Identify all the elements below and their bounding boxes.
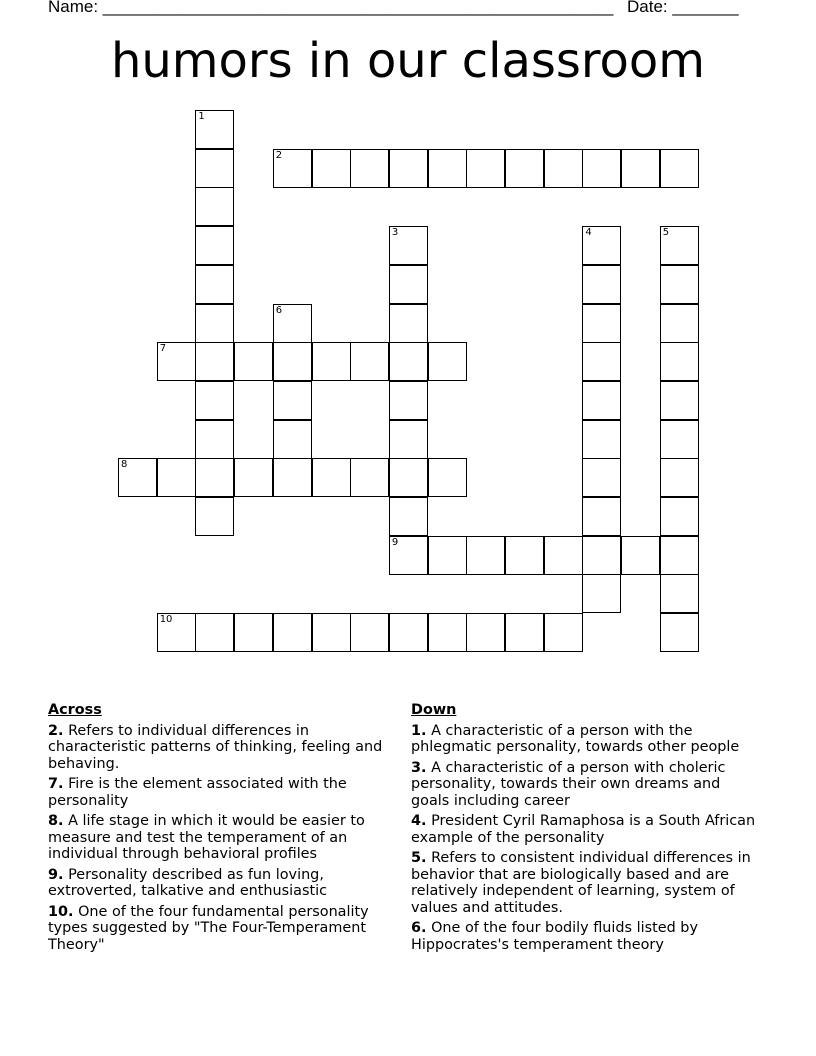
crossword-cell[interactable] <box>273 420 312 459</box>
crossword-cell[interactable] <box>350 613 389 652</box>
crossword-cell[interactable] <box>428 458 467 497</box>
crossword-cell[interactable] <box>621 536 660 575</box>
crossword-cell[interactable] <box>312 458 351 497</box>
cell-number: 5 <box>662 227 670 239</box>
crossword-cell[interactable] <box>312 613 351 652</box>
crossword-cell[interactable] <box>428 536 467 575</box>
crossword-cell[interactable] <box>389 265 428 304</box>
crossword-cell[interactable] <box>195 497 234 536</box>
crossword-cell[interactable] <box>582 342 621 381</box>
crossword-cell[interactable] <box>273 458 312 497</box>
crossword-cell[interactable] <box>582 226 621 265</box>
crossword-cell[interactable] <box>234 342 273 381</box>
crossword-cell[interactable] <box>195 110 234 149</box>
across-heading: Across <box>48 702 102 718</box>
crossword-cell[interactable] <box>582 574 621 613</box>
clue-number: 5. <box>411 850 427 866</box>
crossword-cell[interactable] <box>621 149 660 188</box>
cell-number: 3 <box>391 227 399 239</box>
across-clues <box>48 702 400 957</box>
clue-number: 9. <box>48 866 64 883</box>
crossword-cell[interactable] <box>312 342 351 381</box>
crossword-cell[interactable] <box>544 149 583 188</box>
crossword-cell[interactable] <box>389 497 428 536</box>
crossword-cell[interactable] <box>273 381 312 420</box>
crossword-cell[interactable] <box>195 187 234 226</box>
clue-number: 3. <box>411 759 427 776</box>
crossword-cell[interactable] <box>660 574 699 613</box>
crossword-cell[interactable] <box>428 613 467 652</box>
crossword-cell[interactable] <box>195 149 234 188</box>
crossword-cell[interactable] <box>157 613 196 652</box>
clue-across <box>48 813 400 863</box>
crossword-cell[interactable] <box>660 304 699 343</box>
clue-across <box>48 723 400 773</box>
cell-number: 4 <box>585 227 592 239</box>
crossword-cell[interactable] <box>350 342 389 381</box>
crossword-cell[interactable] <box>660 265 699 304</box>
cell-number: 10 <box>159 614 173 626</box>
crossword-cell[interactable] <box>389 342 428 381</box>
clue-down <box>411 723 763 756</box>
clue-text: A life stage in which it would be easier to measure and test the temperament of an individual through behavioral profiles <box>48 813 365 862</box>
crossword-cell[interactable] <box>195 265 234 304</box>
clue-text: A characteristic of a person with choleric personality, towards their own dreams and goals including career <box>411 759 726 809</box>
crossword-cell[interactable] <box>157 342 196 381</box>
clue-text: Fire is the element associated with the personality <box>48 776 347 809</box>
cell-number: 1 <box>198 111 205 122</box>
crossword-cell[interactable] <box>389 304 428 343</box>
crossword-cell[interactable] <box>660 381 699 420</box>
clue-number: 7. <box>48 776 64 792</box>
crossword-cell[interactable] <box>582 304 621 343</box>
crossword-cell[interactable] <box>195 304 234 343</box>
crossword-cell[interactable] <box>118 458 157 497</box>
crossword-cell[interactable] <box>389 226 428 265</box>
clue-across <box>48 904 400 954</box>
crossword-cell[interactable] <box>582 497 621 536</box>
crossword-cell[interactable] <box>505 149 544 188</box>
clue-number: 4. <box>411 813 427 829</box>
crossword-cell[interactable] <box>350 458 389 497</box>
crossword-cell[interactable] <box>505 536 544 575</box>
clue-text: Personality described as fun loving, extroverted, talkative and enthusiastic <box>48 866 328 899</box>
crossword-cell[interactable] <box>660 420 699 459</box>
cell-number: 8 <box>121 459 128 471</box>
down-heading: Down <box>411 702 457 718</box>
crossword-cell[interactable] <box>660 536 699 575</box>
crossword-cell[interactable] <box>389 420 428 459</box>
crossword-cell[interactable] <box>660 226 699 265</box>
clue-text: One of the four bodily fluids listed by Hippocrates's temperament theory <box>411 920 698 953</box>
date-field-label: Date: _______ <box>627 0 739 16</box>
crossword-cell[interactable] <box>544 536 583 575</box>
clue-number: 2. <box>48 722 64 739</box>
crossword-cell[interactable] <box>273 149 312 188</box>
crossword-cell[interactable] <box>582 381 621 420</box>
page-title: humors in our classroom <box>110 33 706 89</box>
clue-number: 6. <box>411 920 427 936</box>
crossword-cell[interactable] <box>350 149 389 188</box>
crossword-cell[interactable] <box>660 497 699 536</box>
crossword-cell[interactable] <box>582 536 621 575</box>
crossword-cell[interactable] <box>312 149 351 188</box>
crossword-cell[interactable] <box>505 613 544 652</box>
crossword-cell[interactable] <box>428 149 467 188</box>
crossword-cell[interactable] <box>273 613 312 652</box>
crossword-cell[interactable] <box>660 458 699 497</box>
crossword-cell[interactable] <box>389 536 428 575</box>
crossword-cell[interactable] <box>195 381 234 420</box>
crossword-cell[interactable] <box>195 226 234 265</box>
crossword-cell[interactable] <box>582 420 621 459</box>
crossword-cell[interactable] <box>582 265 621 304</box>
crossword-cell[interactable] <box>157 458 196 497</box>
crossword-cell[interactable] <box>660 149 699 188</box>
crossword-cell[interactable] <box>466 613 505 652</box>
crossword-cell[interactable] <box>466 536 505 575</box>
crossword-cell[interactable] <box>582 458 621 497</box>
crossword-cell[interactable] <box>389 613 428 652</box>
crossword-cell[interactable] <box>466 149 505 188</box>
name-field-label: Name: ______________________________________________________ <box>48 0 614 16</box>
crossword-cell[interactable] <box>389 458 428 497</box>
crossword-cell[interactable] <box>195 613 234 652</box>
crossword-cell[interactable] <box>273 304 312 343</box>
clue-text: A characteristic of a person with the phlegmatic personality, towards other people <box>411 722 740 755</box>
crossword-cell[interactable] <box>273 342 312 381</box>
crossword-cell[interactable] <box>428 342 467 381</box>
crossword-cell[interactable] <box>582 149 621 188</box>
cell-number: 6 <box>275 304 283 316</box>
crossword-cell[interactable] <box>660 342 699 381</box>
cell-number: 9 <box>391 536 399 548</box>
clue-down <box>411 760 763 810</box>
crossword-cell[interactable] <box>195 420 234 459</box>
clue-number: 10. <box>48 903 74 920</box>
clue-across <box>48 776 400 809</box>
crossword-cell[interactable] <box>660 613 699 652</box>
clue-text: One of the four fundamental personality types suggested by "The Four-Temperament Theory" <box>48 903 369 953</box>
clue-down <box>411 813 763 846</box>
clue-text: President Cyril Ramaphosa is a South African example of the personality <box>411 813 756 846</box>
crossword-cell[interactable] <box>389 381 428 420</box>
down-clues <box>411 702 763 957</box>
cell-number: 7 <box>159 343 167 355</box>
crossword-cell[interactable] <box>389 149 428 188</box>
crossword-cell[interactable] <box>195 458 234 497</box>
clue-down <box>411 850 763 916</box>
clue-text: Refers to consistent individual differences in behavior that are biologically based and are relatively independent of learning, system of values and attitudes. <box>411 850 751 916</box>
cell-number: 2 <box>275 149 283 161</box>
clue-down <box>411 920 763 953</box>
crossword-cell[interactable] <box>544 613 583 652</box>
clue-across <box>48 867 400 900</box>
clue-number: 8. <box>48 813 64 829</box>
clue-number: 1. <box>411 722 427 739</box>
crossword-cell[interactable] <box>234 613 273 652</box>
crossword-cell[interactable] <box>234 458 273 497</box>
crossword-cell[interactable] <box>195 342 234 381</box>
clue-text: Refers to individual differences in characteristic patterns of thinking, feeling and behaving. <box>48 722 383 772</box>
